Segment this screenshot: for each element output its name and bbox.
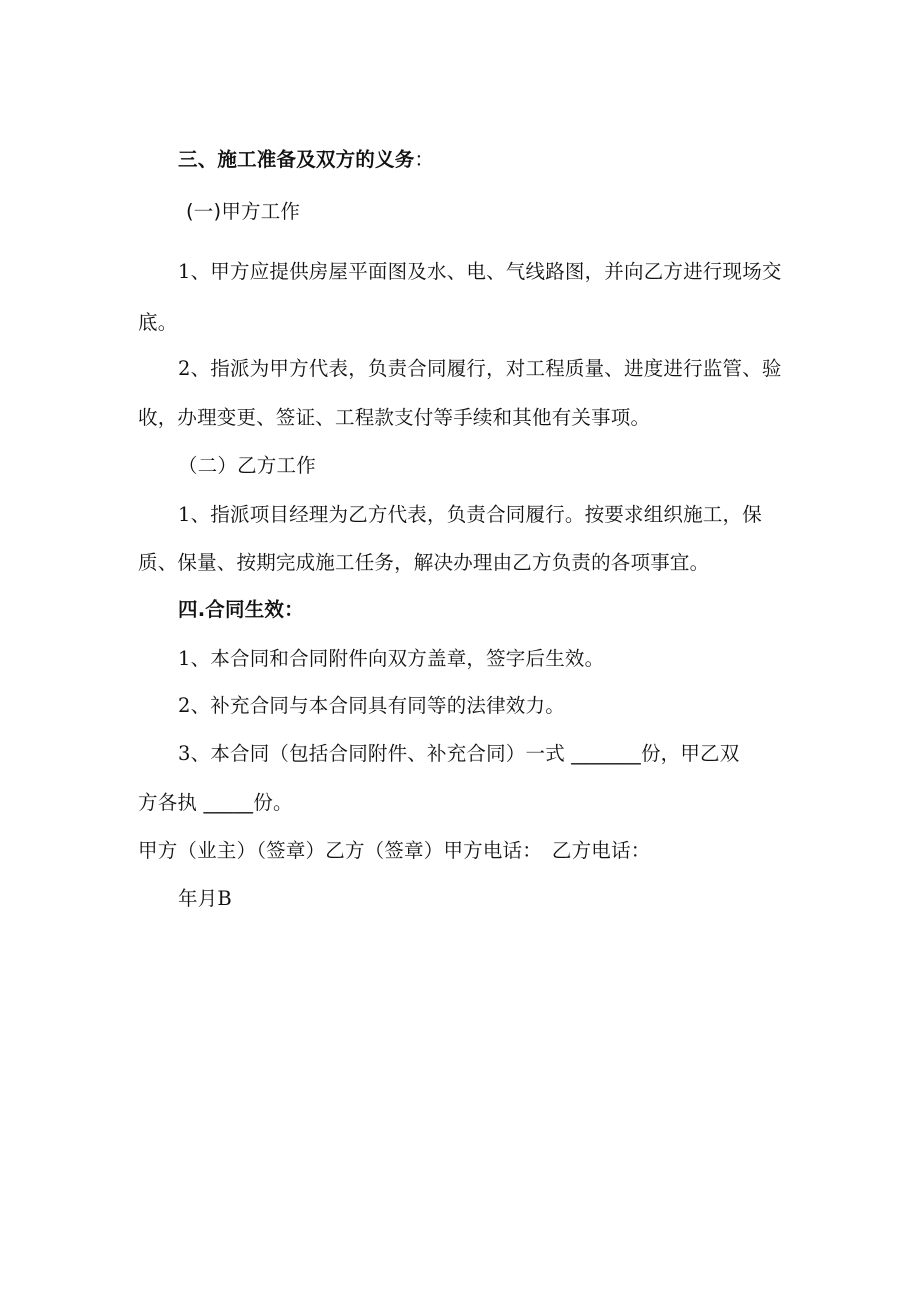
- party-b-duties-title: （二）乙方工作: [178, 454, 316, 477]
- party-a-duties-title: (一)甲方工作: [186, 200, 301, 223]
- section-4-heading: 四.合同生效：: [178, 598, 304, 621]
- signature-line: 甲方（业主）（签章）乙方（签章）甲方电话： 乙方电话：: [138, 839, 651, 862]
- effect-item-2: 2、补充合同与本合同具有同等的法律效力。: [178, 694, 565, 717]
- section-3-heading: 三、施工准备及双方的义务：: [178, 148, 435, 171]
- party-a-item-1-line-2: 底。: [138, 311, 178, 334]
- party-a-item-1-line-1: 1、甲方应提供房屋平面图及水、电、气线路图，并向乙方进行现场交: [178, 260, 782, 283]
- party-a-item-2-line-2: 收，办理变更、签证、工程款支付等手续和其他有关事项。: [138, 406, 651, 429]
- party-b-item-1-line-2: 质、保量、按期完成施工任务，解决办理由乙方负责的各项事宜。: [138, 551, 710, 574]
- party-b-item-1-line-1: 1、指派项目经理为乙方代表，负责合同履行。按要求组织施工，保: [178, 503, 762, 526]
- signature-date: 年月B: [178, 887, 232, 910]
- party-a-item-2-line-1: 2、指派为甲方代表，负责合同履行，对工程质量、进度进行监管、验: [178, 357, 782, 380]
- effect-item-3-line-1: 3、本合同（包括合同附件、补充合同）一式 _______份，甲乙双: [178, 742, 740, 765]
- effect-item-1: 1、本合同和合同附件向双方盖章，签字后生效。: [178, 647, 605, 670]
- effect-item-3-line-2: 方各执 _____份。: [138, 791, 293, 814]
